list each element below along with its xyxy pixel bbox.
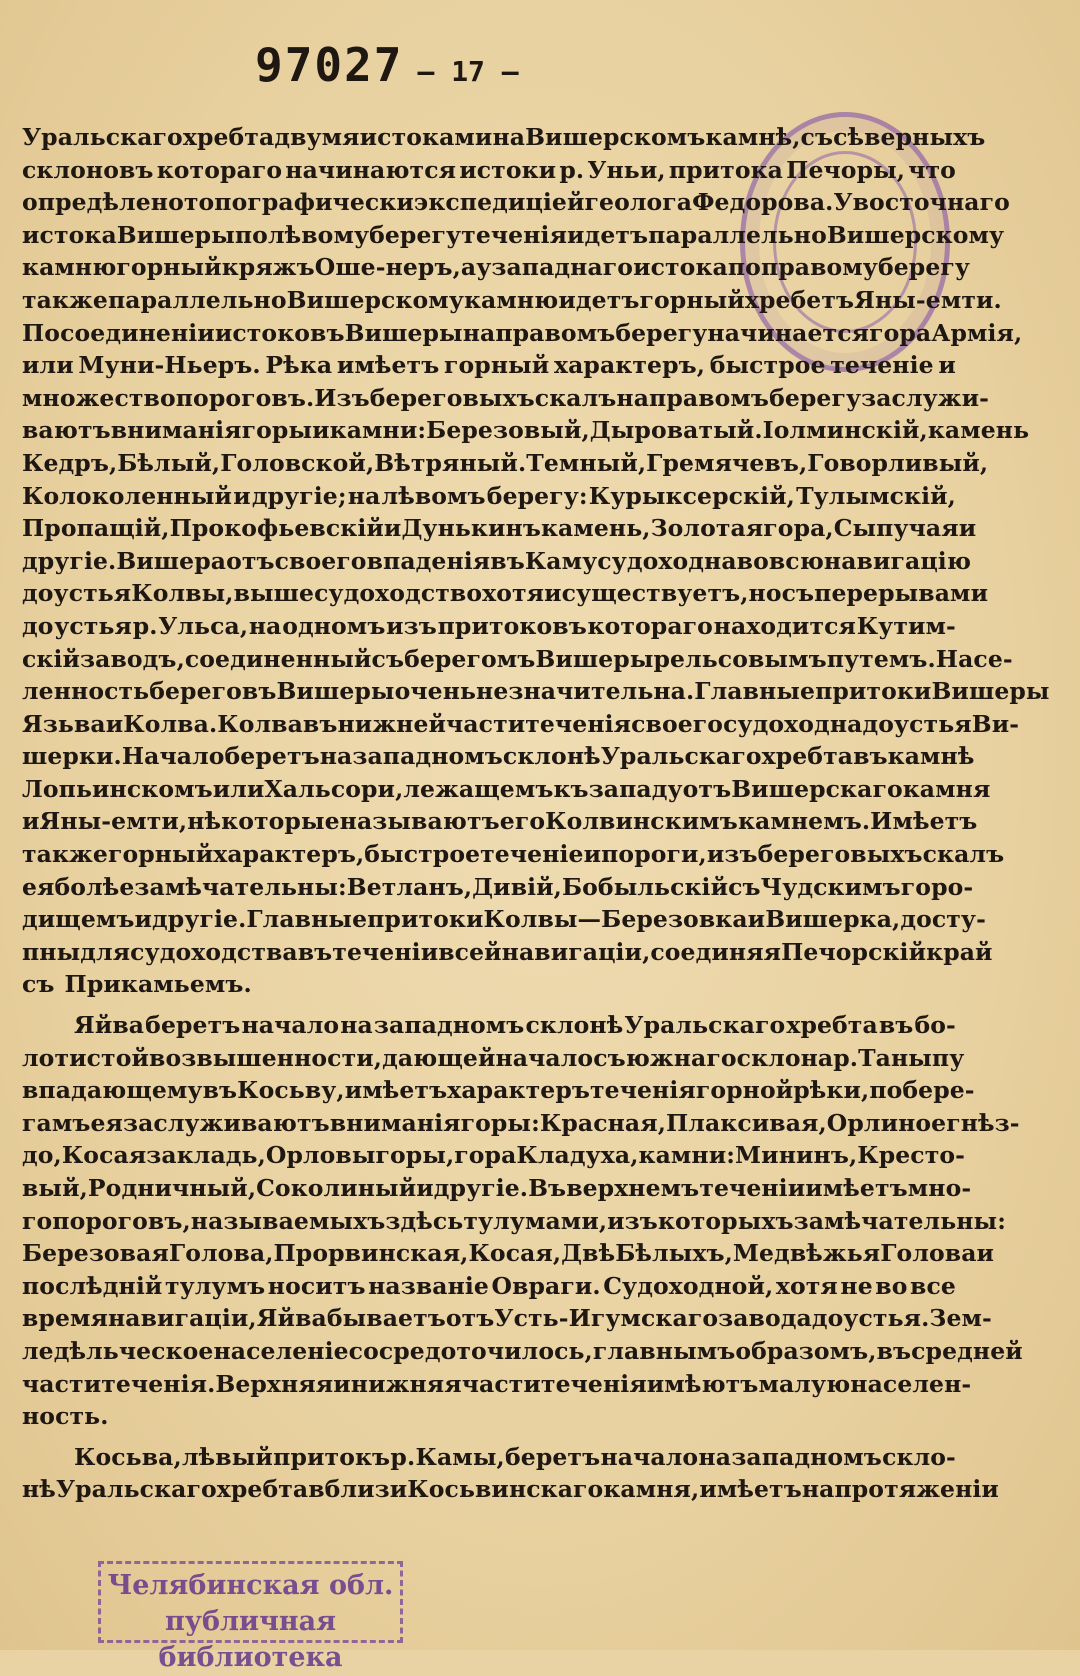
stamp-line-2: публичная библиотека (158, 1606, 343, 1673)
paragraph-vishera (22, 121, 1050, 1001)
text-line: ея болѣе замѣчательны: Ветланъ, Дивій, Бобыльскій съ Чудскимъ горо- (22, 872, 974, 901)
body-text (22, 121, 1050, 1506)
text-line: другіе. Вишера отъ своего впаденія въ Каму судоходна во всю навигацію (22, 546, 972, 575)
text-line: время навигаціи, Яйва бываетъ отъ Усть-Игумскаго завода до устья. Зем- (22, 1304, 992, 1333)
text-line: Косьва, лѣвый притокъ р. Камы, беретъ начало на западномъ скло- (74, 1442, 956, 1471)
text-line: истока Вишеры по лѣвому берегу теченія идетъ параллельно Вишерскому (22, 220, 1005, 249)
text-line: Язьва и Колва. Колва въ нижней части теченія своего судоходна до устья Ви- (22, 709, 1020, 738)
text-line: Пропащій, Прокофьевскій и Дунькинъ камень, Золотая гора, Сыпучая и (22, 514, 977, 543)
text-line: Уральскаго хребта двумя истоками на Вишерскомъ камнѣ, съ сѣверныхъ (22, 123, 986, 151)
text-line: также параллельно Вишерскому камню идетъ горный хребетъ Яны-емти. (22, 285, 1002, 314)
text-line: съ Прикамьемъ. (22, 970, 252, 999)
text-line: пны для судоходства въ теченіи всей навигаціи, соединяя Печорскій край (22, 937, 993, 966)
text-line: скій заводъ, соединенный съ берегомъ Вишеры рельсовымъ путемъ. Насе- (22, 644, 1013, 673)
inventory-number: 97027 (255, 38, 404, 92)
text-line: ность. (22, 1402, 109, 1431)
text-line: По соединеніи истоковъ Вишеры на правомъ берегу начинается гора Армія, (22, 318, 1023, 347)
library-stamp (98, 1561, 403, 1673)
text-line: части теченія. Верхняя и нижняя части теченія имѣютъ малую населен- (22, 1369, 972, 1398)
text-line: ваютъ вниманія горы и камни: Березовый, Дыроватый. Іолминскій, камень (22, 416, 1030, 445)
text-line: или Муни-Ньеръ. Рѣка имѣетъ горный характеръ, быстрое теченіе и (22, 351, 956, 380)
text-line: Березовая Голова, Прорвинская, Косая, Двѣ Бѣлыхъ, Медвѣжья Голова и (22, 1239, 995, 1268)
text-line: гамъ ея заслуживаютъ вниманія горы: Красная, Плаксивая, Орлиное гнѣз- (22, 1108, 1020, 1137)
text-line: также горный характеръ, быстрое теченіе и пороги, изъ береговыхъ скалъ (22, 840, 1005, 869)
stamp-line-1: Челябинская обл. (107, 1570, 394, 1601)
paragraph-kosva (22, 1441, 999, 1506)
text-line: до устья р. Ульса, на одномъ изъ притоковъ котораго находится Кутим- (22, 611, 956, 640)
text-line: послѣдній тулумъ носитъ названіе Овраги. Судоходной, хотя не во все (22, 1271, 956, 1300)
text-line: шерки. Начало беретъ на западномъ склонѣ Уральскаго хребта въ камнѣ (22, 742, 975, 771)
paragraph-yayva (22, 1009, 1023, 1433)
page-header (255, 38, 519, 92)
text-line: Кедръ, Бѣлый, Головской, Вѣтряный. Темный, Гремячевъ, Говорливый, (22, 448, 989, 477)
text-line: го пороговъ, называемыхъ здѣсь тулумами, изъ которыхъ замѣчательны: (22, 1206, 1006, 1235)
text-line: лотистой возвышенности, дающей начало съ южнаго склона р. Таныпу (22, 1043, 965, 1072)
text-line: склоновъ котораго начинаются истоки р. Уньи, притока Печоры, что (22, 155, 956, 184)
text-line: Колоколенный и другіе; на лѣвомъ берегу: Курыксерскій, Тулымскій, (22, 481, 956, 510)
text-line: впадающему въ Косьву, имѣетъ характеръ теченія горной рѣки, по бере- (22, 1076, 975, 1105)
text-line: камню горный кряжъ Оше-неръ, а у западнаго истока по правому берегу (22, 253, 971, 282)
text-line: до, Косая закладь, Орловы горы, гора Кладуха, камни: Мининъ, Кресто- (22, 1141, 965, 1170)
text-line: Яйва беретъ начало на западномъ склонѣ Уральскаго хребта въ бо- (74, 1011, 956, 1040)
text-line: Лопьинскомъ или Хальсори, лежащемъ къ западу отъ Вишерскаго камня (22, 774, 991, 803)
text-line: ленность береговъ Вишеры очень незначительна. Главные притоки Вишеры (22, 677, 1050, 706)
page-number: — 17 — (417, 55, 519, 88)
text-line: опредѣлено топографически экспедиціей геолога Федорова. У восточнаго (22, 188, 1010, 217)
text-line: множество пороговъ. Изъ береговыхъ скалъ на правомъ берегу заслужи- (22, 383, 989, 412)
text-line: нѣ Уральскаго хребта вблизи Косьвинскаго камня, имѣетъ на протяженіи (22, 1475, 999, 1504)
text-line: и Яны-емти, нѣкоторые называютъ его Колвинскимъ камнемъ. Имѣетъ (22, 807, 978, 836)
text-line: ледѣльческое населеніе сосредоточилось, главнымъ образомъ, въ средней (22, 1336, 1023, 1365)
text-line: дищемъ и другіе. Главные притоки Колвы—Березовка и Вишерка, досту- (22, 905, 986, 934)
text-line: до устья Колвы, выше судоходство хотя и существуетъ, но съ перерывами (22, 579, 989, 608)
text-line: вый, Родничный, Соколиный и другіе. Въ верхнемъ теченіи имѣетъ мно- (22, 1174, 972, 1202)
